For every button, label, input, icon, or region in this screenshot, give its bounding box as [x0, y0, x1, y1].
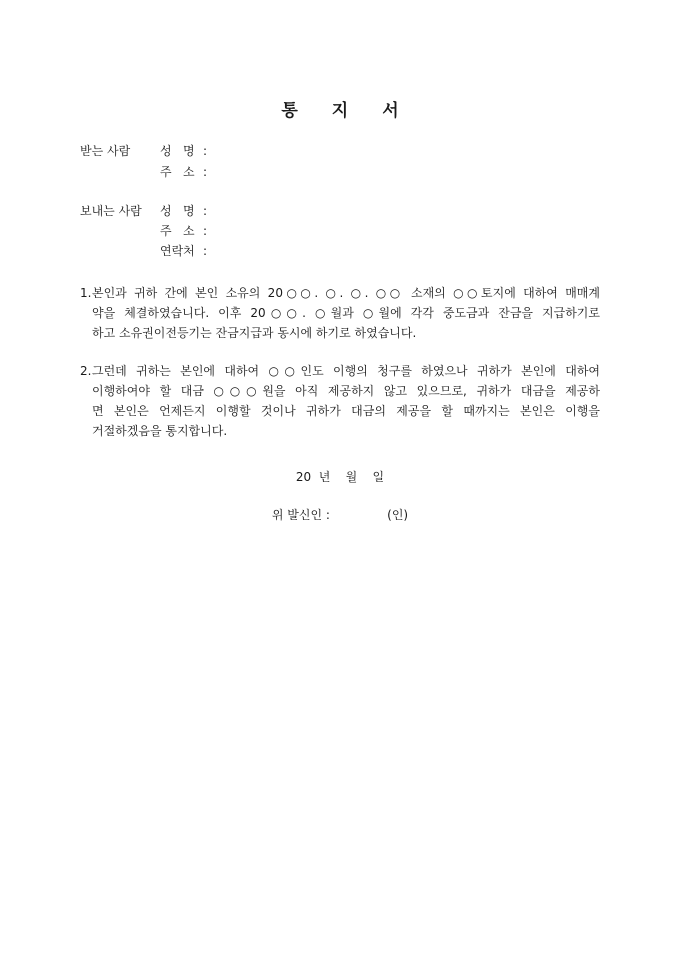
title-char: 통 — [281, 101, 298, 121]
signature-line: 위 발신인 : (인) — [271, 508, 409, 522]
paragraph-number: 2. — [80, 364, 92, 378]
recipient-name-colon: : — [203, 144, 208, 158]
recipient-label: 받는 사람 — [80, 144, 131, 158]
recipient-address-colon: : — [203, 165, 208, 179]
document-title — [0, 96, 680, 121]
paragraph-2 — [80, 361, 600, 441]
paragraph-number: 1. — [80, 286, 92, 300]
paragraph-line: 본인과 귀하 간에 본인 소유의 20○○. ○. ○. ○○ 소재의 ○○토지에 대하여 매매계 — [92, 286, 600, 300]
date-line: 20 년 월 일 — [295, 470, 385, 484]
recipient-name-label: 성 명 — [160, 144, 195, 158]
sender-contact-colon: : — [203, 244, 208, 258]
sender-name-label: 성 명 — [160, 204, 195, 218]
sender-label: 보내는 사람 — [80, 204, 142, 218]
title-char: 서 — [382, 101, 399, 121]
paragraph-line: 그런데 귀하는 본인에 대하여 ○○인도 이행의 청구를 하였으나 귀하가 본인에 대하여 — [92, 364, 600, 378]
sender-contact-label: 연락처 — [160, 244, 195, 258]
paragraph-line: 이행하여야 할 대금 ○○○원을 아직 제공하지 않고 있으므로, 귀하가 대금을 제공하 — [92, 384, 600, 398]
title-char: 지 — [331, 101, 349, 121]
sender-name-colon: : — [203, 204, 208, 218]
sender-address-colon: : — [203, 224, 208, 238]
paragraph-line: 하고 소유권이전등기는 잔금지급과 동시에 하기로 하였습니다. — [92, 326, 417, 340]
paragraph-line: 약을 체결하였습니다. 이후 20○○. ○월과 ○월에 각각 중도금과 잔금을 지급하기로 — [92, 306, 600, 320]
paragraph-line: 거절하겠음을 통지합니다. — [92, 424, 228, 438]
recipient-address-label: 주 소 — [160, 165, 195, 179]
sender-address-label: 주 소 — [160, 224, 195, 238]
paragraph-1 — [80, 283, 600, 343]
paragraph-line: 면 본인은 언제든지 이행할 것이나 귀하가 대금의 제공을 할 때까지는 본인은 이행을 — [92, 404, 600, 418]
